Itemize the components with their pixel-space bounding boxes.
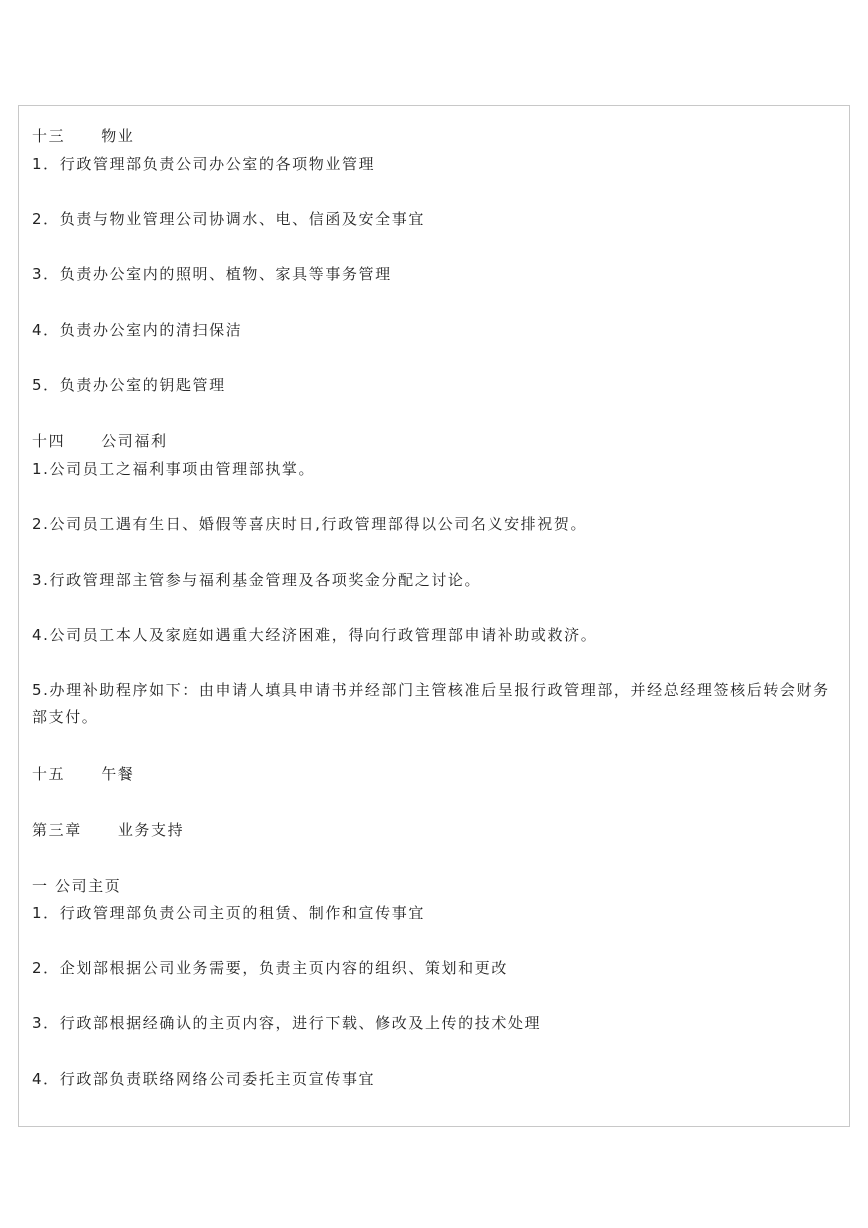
homepage-item-4: 4．行政部负责联络网络公司委托主页宣传事宜	[32, 1070, 376, 1088]
section-14-item-5: 5.办理补助程序如下：由申请人填具申请书并经部门主管核准后呈报行政管理部，并经总经理签核后转会财务部支付。	[32, 681, 830, 726]
chapter-3-title: 业务支持	[117, 821, 185, 839]
section-15-heading	[32, 764, 134, 784]
section-14-title: 公司福利	[101, 432, 168, 450]
section-14-item-3: 3.行政管理部主管参与福利基金管理及各项奖金分配之讨论。	[32, 571, 482, 589]
homepage-item-1: 1．行政管理部负责公司主页的租赁、制作和宣传事宜	[32, 904, 425, 922]
section-14-item-1: 1.公司员工之福利事项由管理部执掌。	[32, 460, 316, 478]
section-15-number: 十五	[32, 765, 66, 783]
section-13-item-5: 5．负责办公室的钥匙管理	[32, 376, 226, 394]
section-13-item-4: 4．负责办公室内的清扫保洁	[32, 321, 243, 339]
section-14-heading	[32, 431, 168, 451]
section-13-item-2: 2．负责与物业管理公司协调水、电、信函及安全事宜	[32, 210, 425, 228]
section-15-title: 午餐	[101, 765, 135, 783]
chapter-3-number: 第三章	[32, 821, 82, 839]
section-13-title: 物业	[101, 127, 135, 145]
section-14-number: 十四	[32, 432, 66, 450]
section-13-item-1: 1．行政管理部负责公司办公室的各项物业管理	[32, 155, 376, 173]
section-13-heading	[32, 126, 134, 146]
section-14-item-2: 2.公司员工遇有生日、婚假等喜庆时日,行政管理部得以公司名义安排祝贺。	[32, 515, 588, 533]
section-13-number: 十三	[32, 127, 66, 145]
section-14-item-4: 4.公司员工本人及家庭如遇重大经济困难，得向行政管理部申请补助或救济。	[32, 626, 598, 644]
homepage-heading: 一 公司主页	[32, 877, 122, 895]
homepage-item-2: 2．企划部根据公司业务需要，负责主页内容的组织、策划和更改	[32, 959, 508, 977]
chapter-3-heading	[32, 820, 184, 840]
homepage-item-3: 3．行政部根据经确认的主页内容，进行下载、修改及上传的技术处理	[32, 1014, 542, 1032]
section-13-item-3: 3．负责办公室内的照明、植物、家具等事务管理	[32, 265, 392, 283]
